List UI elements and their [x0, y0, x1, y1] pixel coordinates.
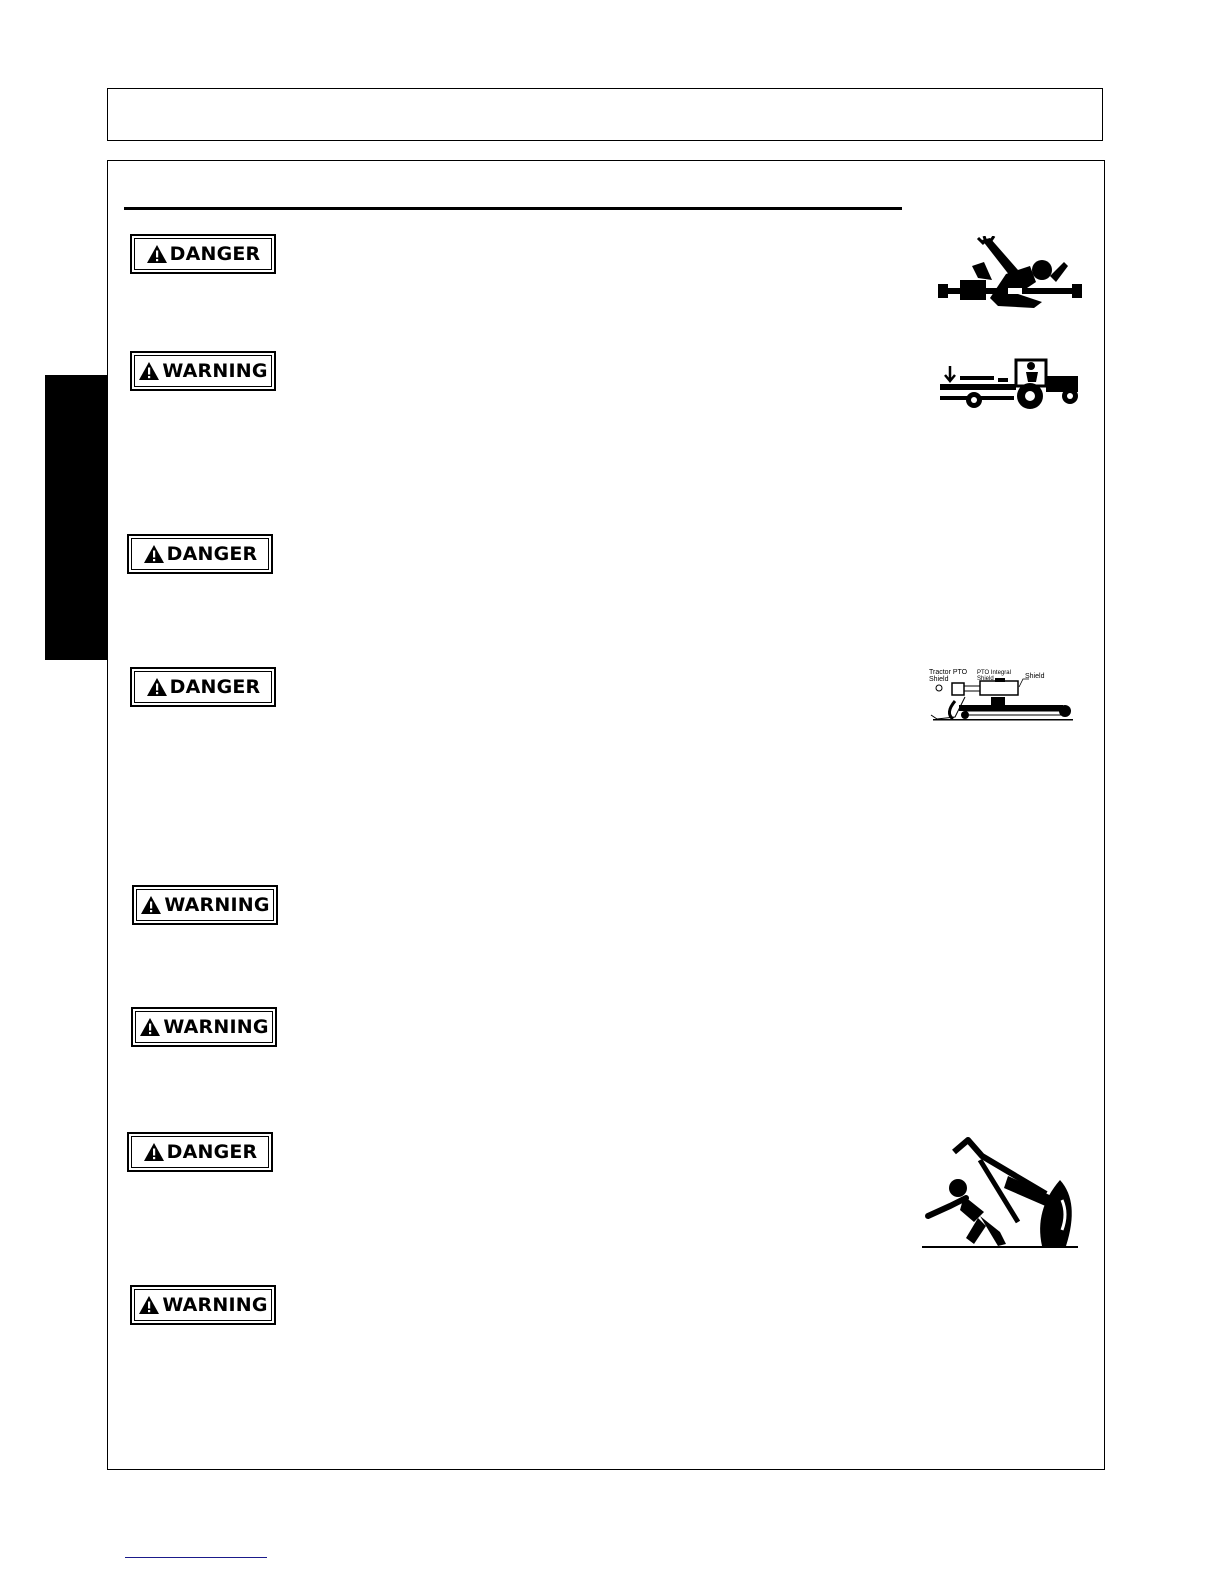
integral-shield-label: Shield	[977, 676, 994, 682]
tractor-shield-label: Shield	[929, 676, 949, 683]
badge-label: DANGER	[169, 242, 261, 265]
danger-badge	[130, 667, 276, 707]
badge-label: WARNING	[162, 1293, 268, 1316]
badge-label: DANGER	[169, 675, 261, 698]
exclamation-triangle-icon	[139, 1017, 161, 1037]
badge-label: WARNING	[163, 1015, 269, 1038]
section-tab	[45, 375, 107, 660]
exclamation-triangle-icon	[138, 1295, 160, 1315]
footer-rule	[125, 1557, 267, 1558]
badge-label: WARNING	[162, 359, 268, 382]
implement-shield-label: Shield	[1025, 673, 1045, 680]
tractor-towing-icon	[938, 352, 1082, 412]
badge-label: DANGER	[166, 1140, 258, 1163]
warning-badge	[130, 351, 276, 391]
danger-badge	[127, 534, 273, 574]
exclamation-triangle-icon	[140, 895, 162, 915]
driveline-entanglement-icon	[938, 236, 1082, 312]
exclamation-triangle-icon	[143, 1142, 165, 1162]
section-rule	[124, 207, 902, 210]
exclamation-triangle-icon	[143, 544, 165, 564]
exclamation-triangle-icon	[146, 244, 168, 264]
danger-badge	[127, 1132, 273, 1172]
header-box	[107, 88, 1103, 141]
exclamation-triangle-icon	[146, 677, 168, 697]
exclamation-triangle-icon	[138, 361, 160, 381]
warning-badge	[130, 1285, 276, 1325]
warning-badge	[132, 885, 278, 925]
pto-integral-label: PTO Integral	[977, 670, 1011, 676]
badge-label: WARNING	[164, 893, 270, 916]
badge-label: DANGER	[166, 542, 258, 565]
danger-badge	[130, 234, 276, 274]
warning-badge	[131, 1007, 277, 1047]
tractor-pto-label: Tractor PTO	[929, 669, 968, 676]
pto-shield-diagram	[925, 667, 1081, 723]
crush-hazard-icon	[920, 1136, 1080, 1250]
